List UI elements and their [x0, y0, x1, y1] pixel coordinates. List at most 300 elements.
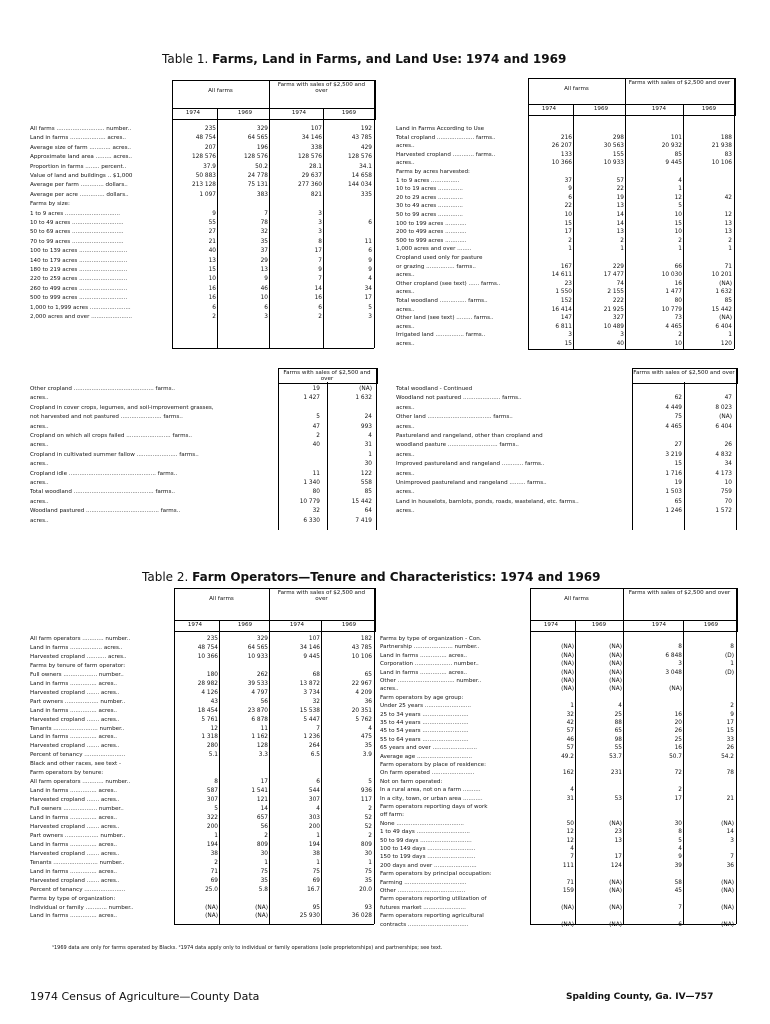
- cell-value: 20.0: [359, 886, 372, 893]
- row-label: Harvested cropland ............ farms..: [396, 151, 496, 158]
- row-label: Other ................................ number..: [380, 678, 482, 684]
- row-label: 10 to 19 acres ..............: [396, 186, 463, 193]
- cell-value: 22: [616, 186, 624, 193]
- year-header: 1974: [185, 110, 201, 116]
- cell-value: 107: [310, 126, 322, 132]
- cell-value: 1 550: [555, 289, 572, 296]
- cell-value: 29: [260, 257, 268, 264]
- cell-value: (D): [725, 652, 734, 659]
- row-label: Land in Farms According to Use: [396, 126, 485, 132]
- cell-value: 809: [360, 841, 372, 848]
- cell-value: 1 097: [199, 191, 216, 198]
- table2-footnote: ¹1969 data are only for farms operated by Blacks. ²1974 data apply only to individual or family operations (sole proprietorships) and partnerships; see text.: [52, 945, 443, 951]
- cell-value: 19: [312, 386, 320, 392]
- cell-value: (NA): [609, 678, 622, 684]
- cell-value: 1: [316, 832, 320, 839]
- row-label: In a city, town, or urban area ...........: [380, 795, 483, 802]
- row-label: 70 to 99 acres .............................: [30, 238, 124, 245]
- cell-value: 21 938: [711, 143, 732, 150]
- cell-value: 2: [568, 237, 572, 244]
- row-label: Corporation ..................... number..: [380, 661, 479, 668]
- cell-value: 46: [566, 736, 574, 743]
- column-group-all-farms: All farms: [564, 86, 589, 92]
- cell-value: 56: [260, 698, 268, 705]
- year-header: 1974: [541, 106, 557, 112]
- cell-value: 45: [674, 888, 682, 894]
- row-label: Value of land and buildings .. $1,000: [30, 173, 133, 179]
- row-label: acres..: [30, 442, 49, 449]
- cell-value: 78: [726, 770, 734, 777]
- cell-value: 9: [368, 257, 372, 264]
- cell-value: 7 419: [355, 517, 372, 524]
- cell-value: 307: [308, 797, 320, 804]
- cell-value: 15: [208, 267, 216, 273]
- row-label: acres..: [30, 461, 49, 468]
- row-label: Average per acre .............. dollars..: [30, 191, 129, 198]
- row-label: Land in farms ............... acres..: [30, 788, 118, 795]
- cell-value: 16.7: [307, 886, 320, 893]
- row-label: Unimproved pastureland and rangeland ......... farms..: [396, 480, 547, 486]
- row-label: 500 to 999 acres ...........................: [30, 295, 128, 302]
- cell-value: (NA): [561, 678, 574, 684]
- table-border-left: [278, 368, 279, 530]
- row-label: Average size of farm ............ acres..: [30, 144, 132, 151]
- row-label: Proportion in farms ........ percent..: [30, 163, 127, 170]
- row-label: 20 to 29 acres ..............: [396, 194, 463, 201]
- row-label: 220 to 259 acres ...........................: [30, 276, 128, 283]
- cell-value: 17: [314, 248, 322, 255]
- cell-value: 1 427: [303, 395, 320, 402]
- cell-value: 216: [560, 134, 572, 141]
- cell-value: 37.9: [203, 163, 216, 170]
- cell-value: 75: [364, 868, 372, 875]
- cell-value: 4 465: [665, 323, 682, 330]
- table-bottom-rule: [172, 348, 374, 349]
- row-label: Harvested cropland ........... acres..: [30, 653, 127, 660]
- year-header: 1969: [237, 110, 253, 116]
- cell-value: 10 366: [197, 653, 218, 660]
- cell-value: 222: [612, 298, 624, 304]
- row-label: Farm operators by place of residence:: [380, 762, 486, 768]
- cell-value: 57: [566, 728, 574, 735]
- row-label: 2,000 acres and over .......................: [30, 314, 133, 320]
- cell-value: 11: [364, 238, 372, 245]
- cell-value: 28.1: [309, 163, 322, 170]
- row-label: acres..: [396, 404, 415, 411]
- cell-value: 14: [616, 220, 624, 227]
- cell-value: 264: [308, 743, 320, 750]
- cell-value: 475: [360, 734, 372, 741]
- cell-value: 12: [674, 194, 682, 201]
- row-label: acres..: [396, 423, 415, 430]
- row-label: Farms by size:: [30, 201, 70, 208]
- cell-value: 303: [308, 815, 320, 821]
- cell-value: 207: [204, 144, 216, 151]
- cell-value: 65: [364, 671, 372, 678]
- cell-value: 993: [360, 423, 372, 430]
- cell-value: (NA): [561, 669, 574, 676]
- cell-value: 9: [568, 186, 572, 193]
- cell-value: 16 414: [551, 306, 572, 313]
- cell-value: 17: [674, 795, 682, 802]
- table1-title: Table 1. Farms, Land in Farms, and Land Use: 1974 and 1969: [162, 52, 567, 66]
- cell-value: 14: [726, 829, 734, 836]
- cell-value: 10 106: [351, 653, 372, 660]
- cell-value: 38: [210, 850, 218, 857]
- row-label: acres..: [396, 341, 415, 347]
- cell-value: (NA): [719, 315, 732, 322]
- cell-value: 14 611: [551, 272, 572, 279]
- row-label: 100 to 199 acres ............: [396, 220, 467, 227]
- cell-value: 10: [260, 295, 268, 302]
- row-label: Approximate land area ......... acres..: [30, 154, 132, 161]
- cell-value: 128 576: [192, 154, 216, 161]
- cell-value: (NA): [205, 904, 218, 911]
- cell-value: 192: [360, 126, 372, 132]
- cell-value: 71: [724, 263, 732, 270]
- cell-value: 128: [256, 743, 268, 750]
- cell-value: 73: [674, 315, 682, 322]
- cell-value: 14: [616, 212, 624, 218]
- row-label: Cropland used only for pasture: [396, 255, 483, 261]
- cell-value: 74: [616, 280, 624, 287]
- year-header: 1969: [703, 622, 719, 628]
- cell-value: 32: [312, 508, 320, 515]
- cell-value: 128 576: [244, 154, 268, 161]
- cell-value: 5: [214, 806, 218, 813]
- cell-value: 1: [368, 451, 372, 458]
- cell-value: 11: [312, 470, 320, 477]
- table-divider: [625, 78, 626, 349]
- column-group-all-farms: All farms: [564, 596, 589, 602]
- cell-value: 85: [364, 489, 372, 496]
- cell-value: 13: [260, 267, 268, 273]
- cell-value: 111: [562, 862, 574, 869]
- cell-value: 121: [256, 797, 268, 804]
- row-label: off farm:: [380, 812, 404, 819]
- cell-value: (NA): [721, 921, 734, 928]
- row-label: Land in farms ............... acres..: [30, 680, 118, 687]
- cell-value: 5: [368, 304, 372, 311]
- cell-value: 80: [674, 298, 682, 304]
- table-border-right: [736, 368, 737, 530]
- row-label: 150 to 199 days ...........................: [380, 854, 476, 861]
- cell-value: 3: [318, 229, 322, 236]
- cell-value: 85: [724, 298, 732, 304]
- row-label: Total woodland - Continued: [396, 386, 473, 392]
- column-group-sales-2500: Farms with sales of $2,500 and over: [277, 590, 366, 602]
- cell-value: 2: [678, 787, 682, 794]
- cell-value: 40: [312, 442, 320, 449]
- cell-value: (NA): [255, 904, 268, 911]
- cell-value: 10 779: [299, 498, 320, 505]
- cell-value: 1: [316, 859, 320, 866]
- year-header: 1974: [651, 106, 667, 112]
- row-label: 140 to 179 acres ...........................: [30, 257, 128, 264]
- cell-value: 4 797: [251, 689, 268, 696]
- cell-value: 34 146: [301, 135, 322, 142]
- cell-value: (NA): [359, 386, 372, 392]
- cell-value: 1: [568, 246, 572, 253]
- cell-value: 32: [260, 229, 268, 236]
- cell-value: 15: [674, 461, 682, 468]
- year-header: 1969: [341, 110, 357, 116]
- table-col-rule: [573, 104, 574, 349]
- cell-value: 17: [614, 854, 622, 861]
- column-group-sales-2500: Farms with sales of $2,500 and over: [283, 370, 371, 382]
- row-label: Pastureland and rangeland, other than cropland and: [396, 433, 543, 439]
- row-label: Farm operators by age group:: [380, 694, 464, 701]
- cell-value: 1 162: [251, 734, 268, 741]
- cell-value: 327: [612, 315, 624, 322]
- cell-value: 1 572: [715, 508, 732, 515]
- cell-value: 28 982: [197, 680, 218, 687]
- cell-value: 37: [564, 177, 572, 184]
- cell-value: 53.7: [609, 753, 622, 760]
- cell-value: 64 565: [247, 644, 268, 651]
- cell-value: 31: [566, 795, 574, 802]
- cell-value: 15: [726, 728, 734, 735]
- row-label: All farm operators ............ number..: [30, 636, 131, 642]
- cell-value: 338: [310, 144, 322, 151]
- row-label: acres..: [396, 306, 415, 313]
- row-label: Black and other races, see text -: [30, 761, 122, 768]
- cell-value: 10 366: [551, 160, 572, 167]
- cell-value: 1: [728, 332, 732, 339]
- cell-value: 7: [570, 854, 574, 861]
- cell-value: 50: [566, 820, 574, 827]
- cell-value: 21 925: [603, 306, 624, 313]
- cell-value: 22: [564, 203, 572, 210]
- cell-value: (NA): [609, 652, 622, 659]
- cell-value: 30: [674, 820, 682, 827]
- cell-value: 10: [724, 480, 732, 486]
- cell-value: 17: [726, 720, 734, 726]
- cell-value: 3: [730, 837, 734, 844]
- cell-value: 4: [570, 787, 574, 794]
- cell-value: 21: [726, 795, 734, 802]
- table-col-rule: [219, 620, 220, 924]
- cell-value: 47: [724, 395, 732, 402]
- cell-value: 24 778: [247, 173, 268, 179]
- column-group-sales-2500: Farms with sales of $2,500 and over: [628, 590, 731, 596]
- cell-value: 5: [368, 779, 372, 786]
- cell-value: 78: [260, 220, 268, 226]
- cell-value: 34: [364, 285, 372, 292]
- row-label: Part owners ................... number..: [30, 698, 126, 705]
- table-col-rule: [683, 104, 684, 349]
- row-label: Cropland idle ................................................. farms..: [30, 470, 178, 477]
- cell-value: 5: [678, 837, 682, 844]
- cell-value: 759: [720, 489, 732, 496]
- row-label: acres..: [396, 508, 415, 515]
- cell-value: 75: [260, 868, 268, 875]
- cell-value: 15 538: [299, 707, 320, 714]
- cell-value: 8: [730, 644, 734, 651]
- column-group-sales-2500: Farms with sales of $2,500 and over: [277, 82, 366, 94]
- cell-value: 35: [260, 877, 268, 884]
- row-label: Harvested cropland ....... acres..: [30, 850, 120, 857]
- cell-value: 8: [318, 238, 322, 245]
- cell-value: 29 637: [301, 173, 322, 179]
- cell-value: 107: [308, 636, 320, 642]
- cell-value: 50.7: [669, 753, 682, 760]
- row-label: Part owners ................... number..: [30, 832, 126, 839]
- cell-value: 235: [204, 126, 216, 132]
- row-label: 35 to 44 years ..........................: [380, 720, 469, 726]
- cell-value: 6 878: [251, 716, 268, 723]
- row-label: Land in farms ............... acres..: [30, 868, 118, 875]
- cell-value: (NA): [609, 820, 622, 827]
- cell-value: (NA): [609, 686, 622, 693]
- cell-value: 10 933: [603, 160, 624, 167]
- cell-value: 7: [678, 904, 682, 911]
- row-label: Harvested cropland ....... acres..: [30, 689, 120, 696]
- table-col-rule: [323, 108, 324, 348]
- cell-value: 10 030: [661, 272, 682, 279]
- table-col-rule: [683, 620, 684, 924]
- cell-value: 13: [614, 837, 622, 844]
- row-label: 65 years and over .........................: [380, 745, 478, 752]
- row-label: All farm operators ............ number..: [30, 779, 131, 786]
- year-header: 1969: [591, 622, 607, 628]
- row-label: 200 to 499 acres ............: [396, 229, 467, 236]
- row-label: not harvested and not pastured ....................... farms..: [30, 414, 183, 421]
- cell-value: (NA): [205, 913, 218, 920]
- cell-value: (NA): [669, 686, 682, 693]
- cell-value: 159: [562, 888, 574, 894]
- row-label: Total woodland ............................................. farms..: [30, 489, 175, 496]
- cell-value: 3 734: [303, 689, 320, 696]
- cell-value: 1: [264, 859, 268, 866]
- cell-value: 14: [314, 285, 322, 292]
- row-label: Harvested cropland ....... acres..: [30, 743, 120, 750]
- cell-value: 4 832: [715, 451, 732, 458]
- cell-value: 2 155: [607, 289, 624, 296]
- cell-value: 50.2: [255, 163, 268, 170]
- table-border-right: [374, 80, 375, 348]
- cell-value: 3: [318, 220, 322, 226]
- cell-value: 34.1: [359, 163, 372, 170]
- cell-value: (NA): [561, 921, 574, 928]
- cell-value: 3: [678, 661, 682, 668]
- year-header: 1974: [187, 622, 203, 628]
- cell-value: 75 131: [247, 182, 268, 189]
- row-label: Harvested cropland ....... acres..: [30, 797, 120, 804]
- row-label: acres..: [30, 498, 49, 505]
- cell-value: (NA): [609, 669, 622, 676]
- row-label: Farm operators by principal occupation:: [380, 871, 492, 878]
- cell-value: 31: [364, 442, 372, 449]
- row-label: Percent of tenancy .......................: [30, 886, 126, 893]
- row-label: 10 to 49 acres .............................: [30, 220, 124, 226]
- cell-value: 4: [368, 276, 372, 283]
- row-label: 1 to 9 acres ...............................: [30, 210, 121, 217]
- cell-value: 4 449: [665, 404, 682, 411]
- cell-value: 10 779: [661, 306, 682, 313]
- cell-value: 1: [728, 246, 732, 253]
- cell-value: 162: [562, 770, 574, 777]
- cell-value: 13: [616, 203, 624, 210]
- cell-value: 329: [256, 636, 268, 642]
- row-label: Farm operators reporting days of work: [380, 804, 488, 810]
- row-label: acres..: [30, 480, 49, 486]
- row-label: Land in farms ............... acres..: [30, 841, 118, 848]
- cell-value: 49.2: [561, 753, 574, 760]
- cell-value: 2: [214, 859, 218, 866]
- cell-value: 13 872: [299, 680, 320, 687]
- cell-value: 5 762: [355, 716, 372, 723]
- year-header: 1974: [291, 110, 307, 116]
- cell-value: 1 246: [665, 508, 682, 515]
- cell-value: 10: [674, 212, 682, 218]
- cell-value: 88: [614, 720, 622, 726]
- row-label: 100 to 139 acres ...........................: [30, 248, 128, 255]
- cell-value: 30: [364, 461, 372, 468]
- cell-value: (NA): [561, 686, 574, 693]
- cell-value: 229: [612, 263, 624, 270]
- row-label: Farm operators reporting agricultural: [380, 913, 484, 920]
- row-label: Land in farms ............... acres..: [30, 734, 118, 741]
- cell-value: 22 967: [351, 680, 372, 687]
- cell-value: 13: [724, 220, 732, 227]
- cell-value: 15: [564, 341, 572, 347]
- cell-value: 35: [364, 877, 372, 884]
- row-label: Farms by type of organization - Con.: [380, 636, 482, 642]
- cell-value: 6: [368, 248, 372, 255]
- cell-value: 25 930: [299, 913, 320, 920]
- cell-value: 35: [364, 743, 372, 750]
- cell-value: 7: [316, 725, 320, 732]
- row-label: Land in farms .................... acres..: [30, 135, 126, 142]
- table-border-right: [376, 368, 377, 530]
- cell-value: 122: [360, 470, 372, 477]
- row-label: Other land .................................... farms..: [396, 414, 513, 421]
- cell-value: 10 201: [711, 272, 732, 279]
- row-label: Cropland in cultivated summer fallow ....................... farms..: [30, 451, 199, 458]
- cell-value: 3 219: [665, 451, 682, 458]
- cell-value: 2: [368, 832, 372, 839]
- cell-value: 14: [260, 806, 268, 813]
- row-label: Irrigated land ................ farms..: [396, 332, 486, 339]
- row-label: Not on farm operated:: [380, 778, 443, 785]
- cell-value: 72: [674, 770, 682, 777]
- cell-value: 133: [560, 151, 572, 158]
- cell-value: (NA): [561, 904, 574, 911]
- row-label: 50 to 99 days .............................: [380, 837, 472, 844]
- cell-value: 117: [360, 797, 372, 804]
- cell-value: 66: [674, 263, 682, 270]
- cell-value: 8 023: [715, 404, 732, 411]
- row-label: Tenants ......................... number..: [30, 725, 125, 732]
- row-label: Land in farms ............... acres..: [380, 652, 468, 659]
- cell-value: 6: [368, 220, 372, 226]
- row-label: None ......................................: [380, 820, 464, 827]
- cell-value: 2: [264, 832, 268, 839]
- cell-value: 2: [678, 332, 682, 339]
- cell-value: 32: [566, 711, 574, 718]
- cell-value: 65: [674, 498, 682, 505]
- year-header: 1969: [593, 106, 609, 112]
- row-label: Harvested cropland ....... acres..: [30, 877, 120, 884]
- row-label: Cropland in cover crops, legumes, and soil-improvement grasses,: [30, 404, 214, 411]
- cell-value: 6 848: [665, 652, 682, 659]
- cell-value: 144 034: [348, 182, 372, 189]
- cell-value: 194: [206, 841, 218, 848]
- cell-value: 307: [206, 797, 218, 804]
- cell-value: 36: [364, 698, 372, 705]
- row-label: In a rural area, not on a farm ..........: [380, 787, 481, 794]
